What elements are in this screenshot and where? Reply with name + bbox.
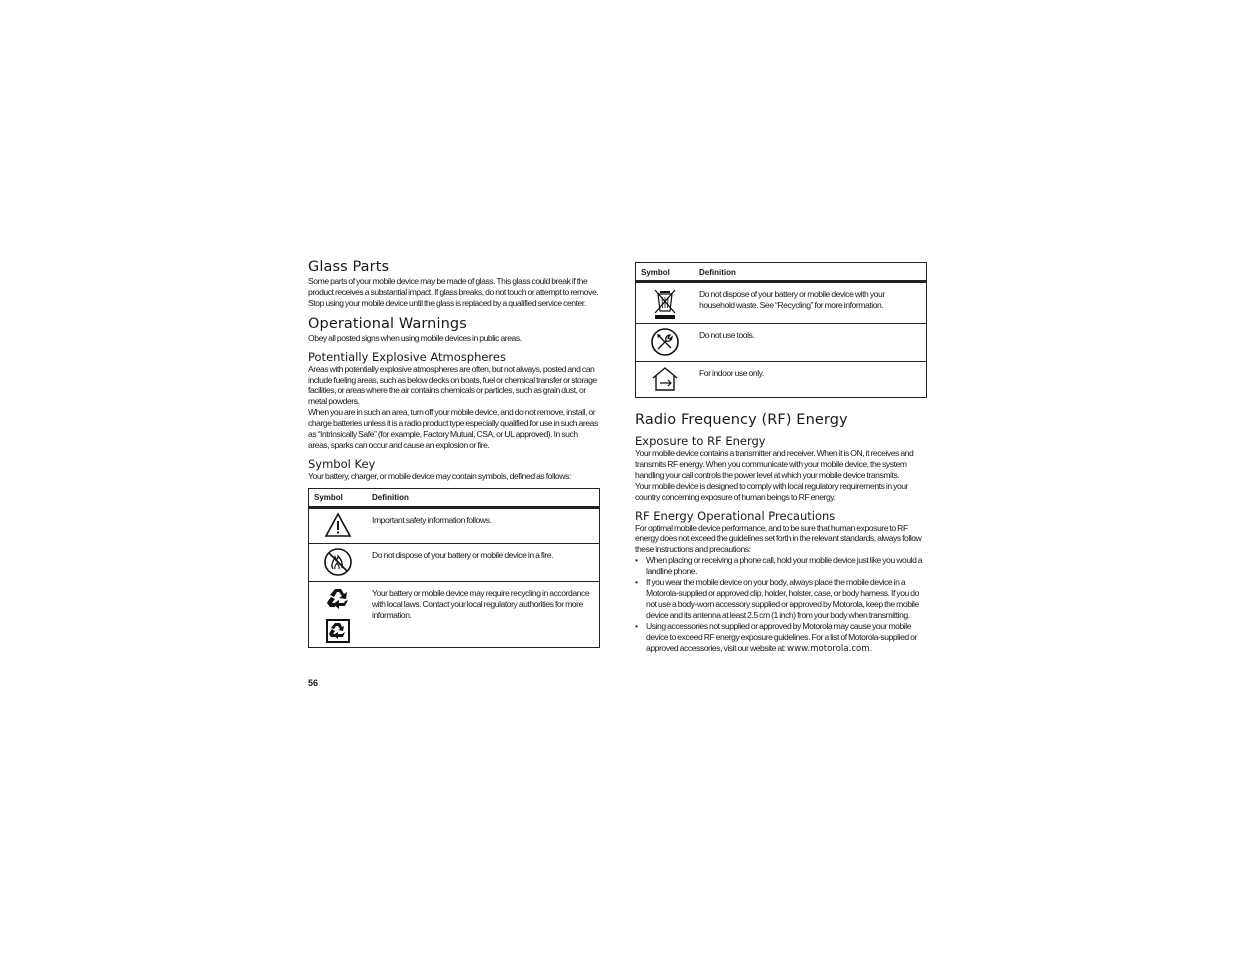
table-row xyxy=(309,507,600,543)
rf-precautions-body: For optimal mobile device performance, and to be sure that human exposure to RF energy does not exceed the guidelines set forth in the relevant standards, always follow these instructions and precautions: xyxy=(635,522,922,555)
no-tools-icon xyxy=(650,327,680,357)
list-item-text: Using accessories not supplied or approved by Motorola may cause your mobile device to exceed RF energy exposure guidelines. For a list of Motorola-supplied or approved accessories, visit our website at: xyxy=(646,620,917,653)
list-item-end: . xyxy=(869,642,872,653)
right-column xyxy=(635,262,927,654)
symbol-cell xyxy=(636,282,695,324)
list-item: • If you wear the mobile device on your body, always place the mobile device in a Motorola-supplied or approved clip, holder, holster, case, or body harness. If you do not use a body-worn accessory supplied or approved by Motorola, keep the mobile device and its antenna at least 2.5 cm (1 inch) from your body when transmitting. xyxy=(646,577,927,621)
motorola-website-link[interactable]: www.motorola.com xyxy=(787,643,870,654)
table-header-row xyxy=(636,263,927,282)
no-fire-disposal-icon xyxy=(323,547,353,577)
symbol-cell xyxy=(636,324,695,362)
symbol-key-table xyxy=(308,488,600,648)
table-row xyxy=(636,324,927,362)
definition-cell: Do not dispose of your battery or mobile device in a fire. xyxy=(367,543,600,581)
rf-precautions-heading: RF Energy Operational Precautions xyxy=(635,508,836,523)
table-row xyxy=(636,282,927,324)
definition-column-header: Definition xyxy=(367,488,600,507)
symbol-key-body: Your battery, charger, or mobile device may contain symbols, defined as follows: xyxy=(308,470,571,481)
definition-column-header: Definition xyxy=(694,263,927,282)
definition-cell: Your battery or mobile device may require recycling in accordance with local laws. Contact your local regulatory authorities for more information. xyxy=(367,581,600,647)
symbol-column-header: Symbol xyxy=(309,488,368,507)
table-row xyxy=(309,543,600,581)
definition-cell: Important safety information follows. xyxy=(372,514,492,525)
page-number: 56 xyxy=(308,678,319,688)
recycle-box-icon xyxy=(325,618,351,644)
rf-precautions-list xyxy=(635,555,927,654)
symbol-cell xyxy=(309,581,368,647)
symbol-key-heading: Symbol Key xyxy=(308,456,376,471)
symbol-cell xyxy=(636,362,695,398)
left-column xyxy=(308,258,600,648)
rf-energy-heading: Radio Frequency (RF) Energy xyxy=(635,412,848,428)
table-row xyxy=(309,581,600,647)
operational-warnings-body: Obey all posted signs when using mobile devices in public areas. xyxy=(308,332,522,343)
explosive-atmospheres-heading: Potentially Explosive Atmospheres xyxy=(308,349,506,364)
exposure-rf-heading: Exposure to RF Energy xyxy=(635,434,766,448)
recycle-icon xyxy=(324,585,352,613)
list-item xyxy=(646,621,927,655)
definition-cell: Do not use tools. xyxy=(694,324,927,362)
table-header-row xyxy=(309,488,600,507)
exposure-rf-body-2: Your mobile device is designed to comply with local regulatory requirements in your country concerning exposure of human beings to RF energy. xyxy=(635,480,909,502)
symbol-cell xyxy=(309,543,368,581)
indoor-use-icon xyxy=(650,365,680,393)
list-item: • When placing or receiving a phone call, hold your mobile device just like you would a landline phone. xyxy=(646,555,927,577)
table-row xyxy=(636,362,927,398)
exposure-rf-body-1: Your mobile device contains a transmitter and receiver. When it is ON, it receives and transmits RF energy. When you communicate with your mobile device, the system handling your call controls the power level at which your mobile device transmits. xyxy=(635,448,914,480)
operational-warnings-heading: Operational Warnings xyxy=(308,315,467,332)
glass-parts-heading: Glass Parts xyxy=(308,259,390,275)
crossed-bin-icon xyxy=(652,286,678,320)
explosive-atmospheres-body-1: Areas with potentially explosive atmospheres are often, but not always, posted and can include fueling areas, such as below decks on boats, fuel or chemical transfer or storage facilities, or areas where the air contains chemicals or particles, such as grain dust, or metal powders. xyxy=(308,363,597,407)
definition-cell: For indoor use only. xyxy=(694,362,927,398)
symbol-key-table-continued xyxy=(635,262,927,398)
glass-parts-body: Some parts of your mobile device may be made of glass. This glass could break if the product receives a substantial impact. If glass breaks, do not touch or attempt to remove. Stop using your mobile device until the glass is replaced by a qualified service center. xyxy=(308,276,599,308)
symbol-column-header: Symbol xyxy=(636,263,695,282)
explosive-atmospheres-body-2: When you are in such an area, turn off your mobile device, and do not remove, install, or charge batteries unless it is a radio product type especially qualified for use in such areas as “Intrinsically Safe” (for example, Factory Mutual, CSA, or UL approved). In such areas, sparks can occur and cause an explosion or fire. xyxy=(308,407,598,450)
definition-cell: Do not dispose of your battery or mobile device with your household waste. See “Recycling” for more information. xyxy=(699,289,885,310)
warning-triangle-icon xyxy=(324,512,352,538)
symbol-cell xyxy=(309,507,368,543)
